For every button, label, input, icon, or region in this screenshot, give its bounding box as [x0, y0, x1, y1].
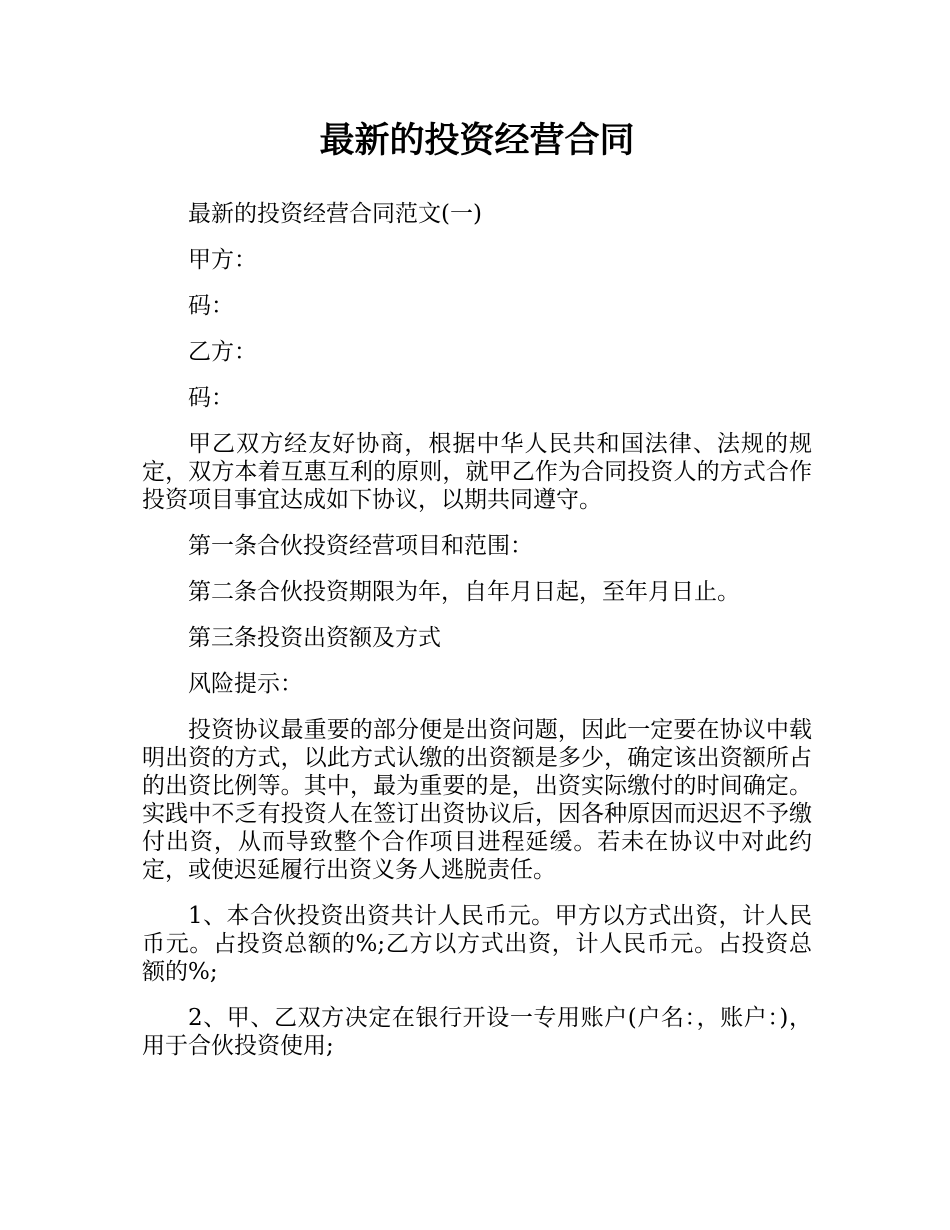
clause-1: 1、本合伙投资出资共计人民币元。甲方以方式出资，计人民币元。占投资总额的%;乙方以方式出资，计人民币元。占投资总额的%; [142, 903, 812, 985]
risk-notice-paragraph: 投资协议最重要的部分便是出资问题，因此一定要在协议中载明出资的方式，以此方式认缴的出资额是多少，确定该出资额所占的出资比例等。其中，最为重要的是，出资实际缴付的时间确定。实践中不乏有投资人在签订出资协议后，因各种原因而迟迟不予缴付出资，从而导致整个合作项目进程延缓。若未在协议中对此约定，或使迟延履行出资义务人逃脱责任。 [142, 717, 812, 883]
party-b-line: 乙方： [188, 339, 257, 365]
party-a-line: 甲方： [188, 247, 257, 273]
article-1: 第一条合伙投资经营项目和范围： [188, 533, 533, 559]
party-b-code-line: 码： [188, 385, 234, 411]
document-body [142, 200, 812, 1078]
article-3: 第三条投资出资额及方式 [188, 625, 441, 651]
clause-2: 2、甲、乙双方决定在银行开设一专用账户(户名：，账户：)，用于合伙投资使用; [142, 1005, 812, 1059]
preamble-paragraph: 甲乙双方经友好协商，根据中华人民共和国法律、法规的规定，双方本着互惠互利的原则，就甲乙作为合同投资人的方式合作投资项目事宜达成如下协议，以期共同遵守。 [142, 431, 812, 513]
document-title: 最新的投资经营合同 [319, 121, 635, 161]
article-2: 第二条合伙投资期限为年，自年月日起，至年月日止。 [188, 579, 740, 605]
risk-notice-label: 风险提示： [188, 671, 303, 697]
party-a-code-line: 码： [188, 293, 234, 319]
paragraph-heading: 最新的投资经营合同范文(一) [188, 201, 482, 227]
